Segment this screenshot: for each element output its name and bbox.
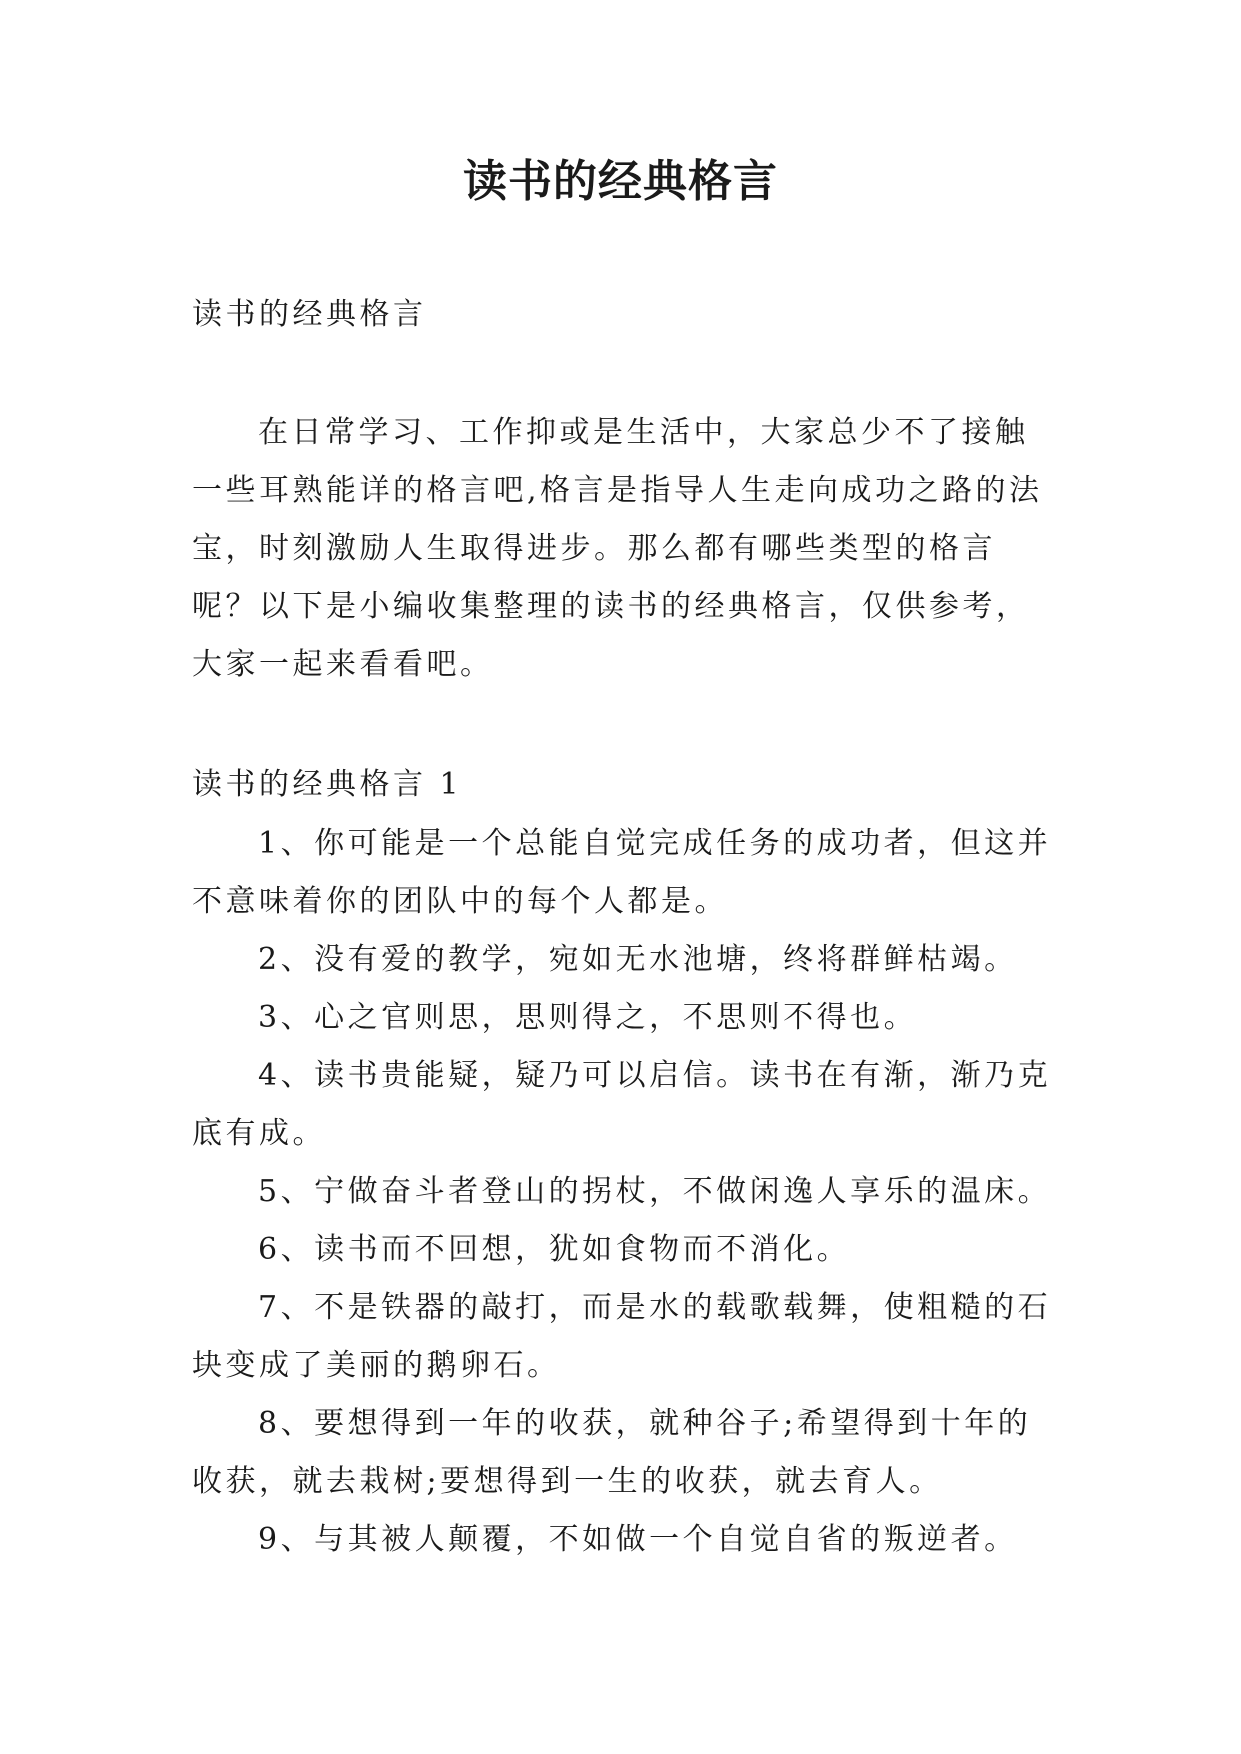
quote-list — [192, 815, 1057, 1569]
section-heading: 读书的经典格言 1 — [192, 767, 463, 802]
quote-item: 4、读书贵能疑，疑乃可以启信。读书在有渐，渐乃克底有成。 — [192, 1058, 1052, 1151]
quote-item: 2、没有爱的教学，宛如无水池塘，终将群鲜枯竭。 — [258, 942, 1018, 977]
quote-item: 7、不是铁器的敲打，而是水的载歌载舞，使粗糙的石块变成了美丽的鹅卵石。 — [192, 1290, 1052, 1383]
quote-item: 8、要想得到一年的收获，就种谷子;希望得到十年的收获，就去栽树;要想得到一生的收获，就去育人。 — [192, 1406, 1032, 1499]
quote-item: 3、心之官则思，思则得之，不思则不得也。 — [258, 1000, 918, 1035]
quote-item: 1、你可能是一个总能自觉完成任务的成功者，但这并不意味着你的团队中的每个人都是。 — [192, 826, 1052, 919]
intro-paragraph: 在日常学习、工作抑或是生活中，大家总少不了接触一些耳熟能详的格言吧,格言是指导人生走向成功之路的法宝，时刻激励人生取得进步。那么都有哪些类型的格言呢？以下是小编收集整理的读书的经典格言，仅供参考，大家一起来看看吧。 — [192, 415, 1043, 682]
quote-item: 9、与其被人颠覆，不如做一个自觉自省的叛逆者。 — [258, 1522, 1018, 1557]
document-subtitle: 读书的经典格言 — [192, 297, 427, 332]
quote-item: 5、宁做奋斗者登山的拐杖，不做闲逸人享乐的温床。 — [258, 1174, 1052, 1209]
document-title: 读书的经典格言 — [463, 156, 778, 207]
quote-item: 6、读书而不回想，犹如食物而不消化。 — [258, 1232, 851, 1267]
